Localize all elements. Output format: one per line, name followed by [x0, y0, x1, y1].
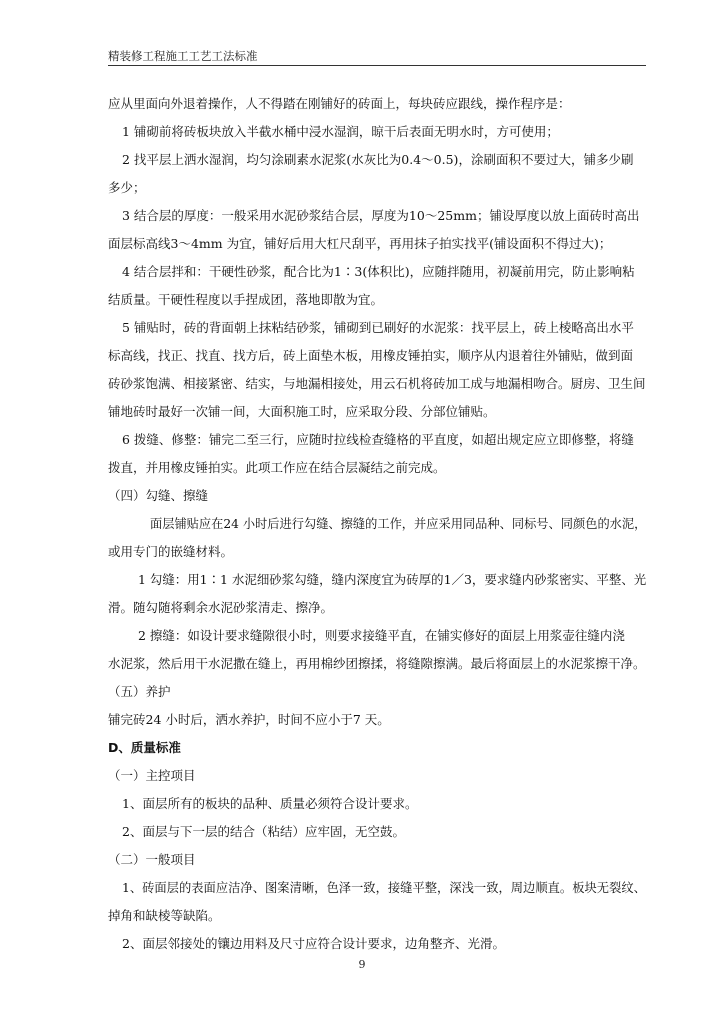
paragraph-line: 多少； — [108, 180, 146, 195]
paragraph-line: 拨直，并用橡皮锤拍实。此项工作应在结合层凝结之前完成。 — [108, 460, 446, 475]
paragraph-line: 面层标高线3～4mm 为宜，铺好后用大杠尺刮平，再用抹子拍实找平(铺设面积不得过大)； — [108, 236, 612, 251]
section-heading: （二）一般项目 — [108, 852, 196, 867]
paragraph-line: 3 结合层的厚度：一般采用水泥砂浆结合层，厚度为10～25mm；铺设厚度以放上面砖时高出 — [122, 208, 640, 223]
paragraph-line: 4 结合层拌和：干硬性砂浆，配合比为1∶3(体积比)，应随拌随用，初凝前用完，防止影响粘 — [122, 264, 635, 279]
paragraph-line: 标高线，找正、找直、找方后，砖上面垫木板，用橡皮锤拍实，顺序从内退着往外铺贴，做到面 — [108, 348, 634, 363]
list-item: 2、面层邻接处的镶边用料及尺寸应符合设计要求，边角整齐、光滑。 — [122, 936, 505, 951]
page-number: 9 — [358, 958, 366, 971]
paragraph-line: 应从里面向外退着操作，人不得踏在刚铺好的砖面上，每块砖应跟线，操作程序是： — [108, 96, 571, 111]
paragraph-line: 铺完砖24 小时后，洒水养护，时间不应小于7 天。 — [108, 712, 390, 727]
chapter-heading: D、质量标准 — [108, 740, 181, 755]
paragraph-line: 水泥浆，然后用干水泥撒在缝上，再用棉纱团擦揉，将缝隙擦满。最后将面层上的水泥浆擦干净。 — [108, 656, 646, 671]
section-heading: （五）养护 — [108, 684, 171, 699]
paragraph-line: 2 找平层上洒水湿润，均匀涂刷素水泥浆(水灰比为0.4～0.5)，涂刷面积不要过大，铺多少刷 — [122, 152, 634, 167]
section-heading: （四）勾缝、擦缝 — [108, 488, 209, 503]
paragraph-line: 2 擦缝：如设计要求缝隙很小时，则要求接缝平直，在铺实修好的面层上用浆壶往缝内浇 — [138, 628, 625, 643]
list-item: 掉角和缺棱等缺陷。 — [108, 908, 221, 923]
list-item: 1、面层所有的板块的品种、质量必须符合设计要求。 — [122, 796, 418, 811]
running-header: 精装修工程施工工艺工法标准 — [108, 49, 258, 63]
paragraph-line: 结质量。干硬性程度以手捏成团，落地即散为宜。 — [108, 292, 384, 307]
list-item: 2、面层与下一层的结合（粘结）应牢固，无空鼓。 — [122, 824, 405, 839]
paragraph-line: 铺地砖时最好一次铺一间，大面积施工时，应采取分段、分部位铺贴。 — [108, 404, 496, 419]
list-item: 1、砖面层的表面应洁净、图案清晰，色泽一致，接缝平整，深浅一致，周边顺直。板块无裂纹、 — [122, 880, 646, 895]
section-heading: （一）主控项目 — [108, 768, 196, 783]
paragraph-line: 1 勾缝：用1∶1 水泥细砂浆勾缝，缝内深度宜为砖厚的1／3，要求缝内砂浆密实、平整、光 — [138, 572, 647, 587]
paragraph-line: 砖砂浆饱满、相接紧密、结实，与地漏相接处，用云石机将砖加工成与地漏相吻合。厨房、卫生间 — [108, 376, 646, 391]
paragraph-line: 5 铺贴时，砖的背面朝上抹粘结砂浆，铺砌到已刷好的水泥浆：找平层上，砖上棱略高出水平 — [122, 320, 634, 335]
header-divider — [108, 65, 646, 66]
paragraph-line: 6 拨缝、修整：铺完二至三行，应随时拉线检查缝格的平直度，如超出规定应立即修整，将缝 — [122, 432, 634, 447]
paragraph-line: 面层铺贴应在24 小时后进行勾缝、擦缝的工作，并应采用同品种、同标号、同颜色的水泥， — [150, 516, 647, 531]
paragraph-line: 1 铺砌前将砖板块放入半截水桶中浸水湿润，晾干后表面无明水时，方可使用； — [122, 124, 559, 139]
paragraph-line: 滑。随勾随将剩余水泥砂浆清走、擦净。 — [108, 600, 334, 615]
paragraph-line: 或用专门的嵌缝材料。 — [108, 544, 234, 559]
